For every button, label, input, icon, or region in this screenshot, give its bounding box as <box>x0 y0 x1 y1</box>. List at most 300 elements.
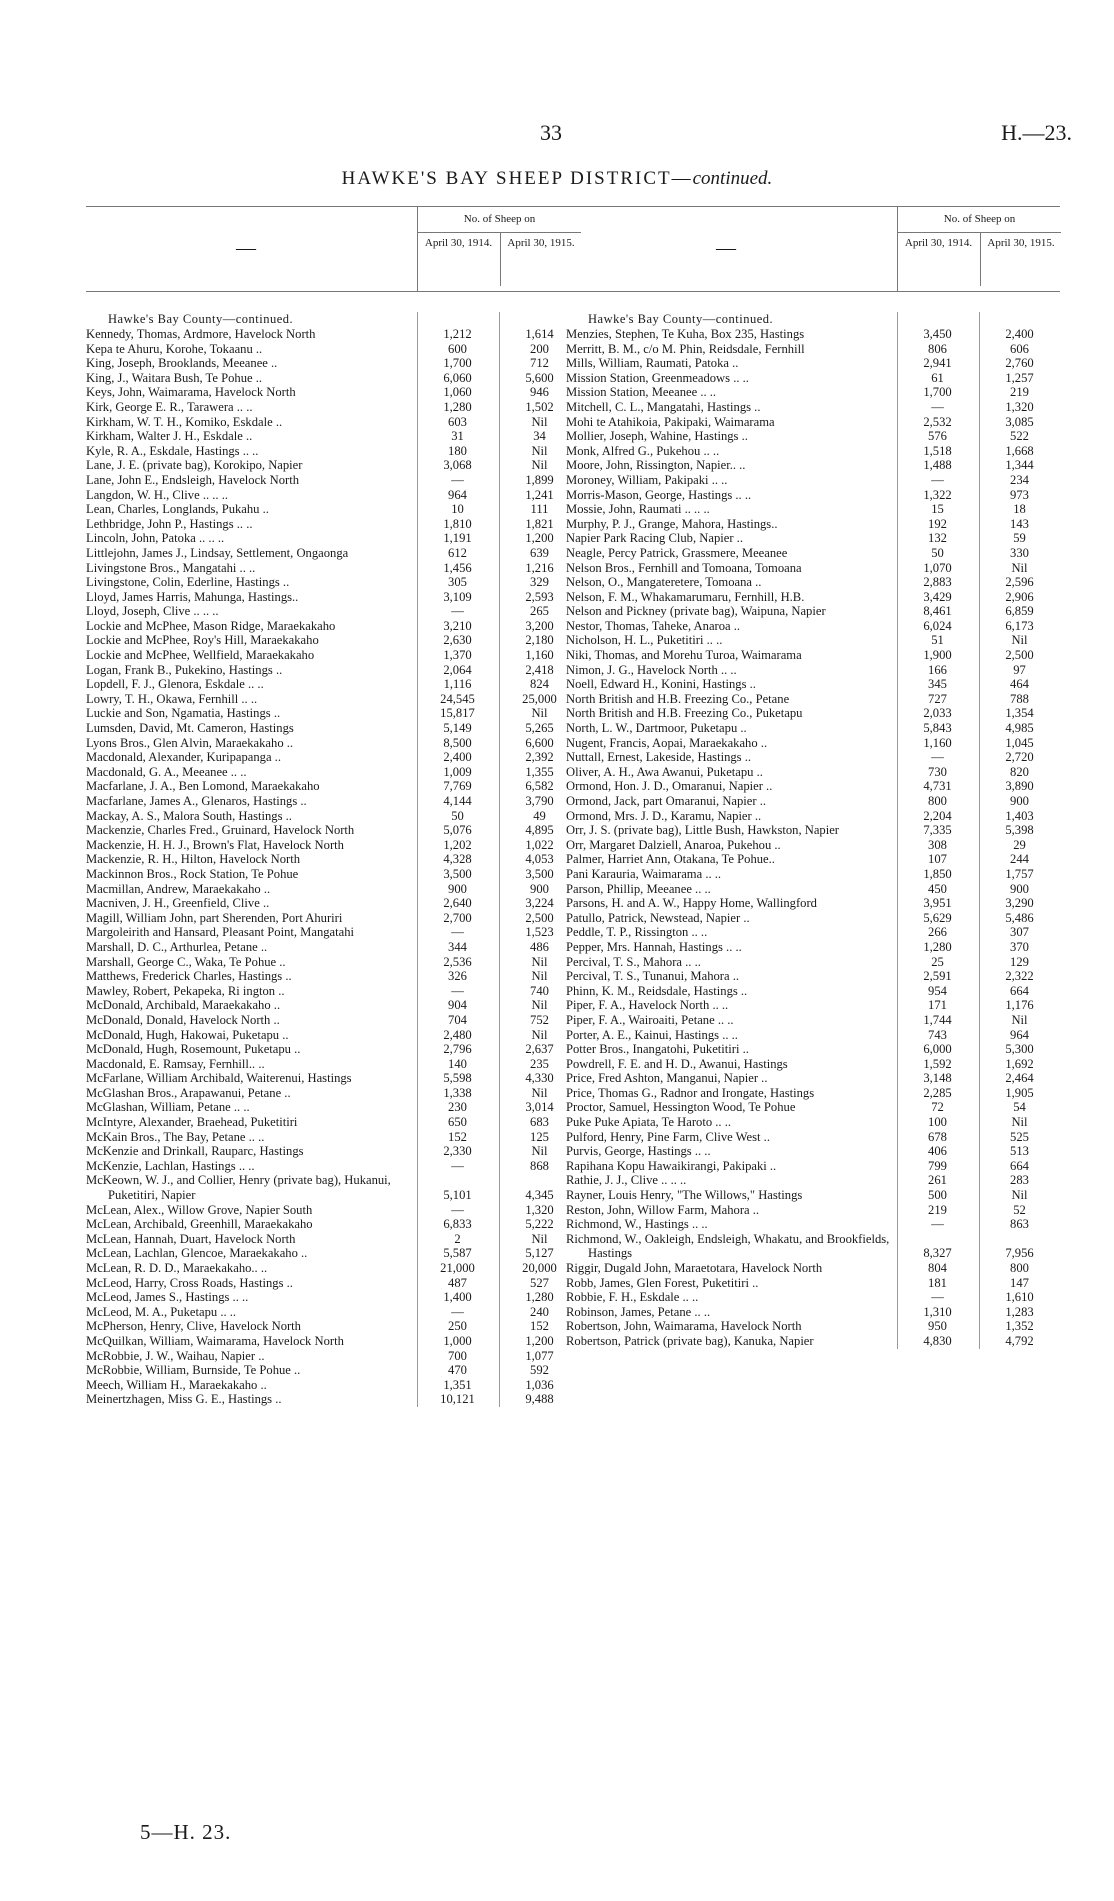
table-row <box>86 531 580 546</box>
owner-name: Percival, T. S., Tunanui, Mahora .. <box>566 969 740 984</box>
sheep-1914: 308 <box>928 837 947 852</box>
sheep-1915: 1,160 <box>525 648 554 663</box>
sheep-1915: 3,085 <box>1005 414 1034 429</box>
sheep-1915: 964 <box>1010 1027 1029 1042</box>
owner-name: Robertson, Patrick (private bag), Kanuka, Napier <box>566 1333 814 1348</box>
sheep-1914: 4,830 <box>923 1333 952 1348</box>
table-row <box>86 779 580 794</box>
owner-name: Nelson Bros., Fernhill and Tomoana, Tomoana <box>566 560 802 575</box>
owner-name: Keys, John, Waimarama, Havelock North <box>86 385 296 400</box>
table-row <box>86 882 580 897</box>
sheep-1914: 2,883 <box>923 575 952 590</box>
table-row <box>566 1232 1060 1261</box>
sheep-1914: 140 <box>448 1056 467 1071</box>
owner-name: Piper, F. A., Havelock North .. .. <box>566 998 729 1013</box>
table-row <box>86 1071 580 1086</box>
table-row <box>86 1203 580 1218</box>
table-row <box>566 415 1060 430</box>
table-row <box>86 692 580 707</box>
owner-name: Lopdell, F. J., Glenora, Eskdale .. .. <box>86 677 264 692</box>
sheep-1914: 180 <box>448 443 467 458</box>
sheep-1914: 1,338 <box>443 1085 472 1100</box>
table-row <box>566 1130 1060 1145</box>
sheep-1914: 261 <box>928 1173 947 1188</box>
sheep-1915: 152 <box>530 1319 549 1334</box>
table-body <box>86 312 580 1407</box>
owner-name: Reston, John, Willow Farm, Mahora .. <box>566 1202 760 1217</box>
sheep-1914: 730 <box>928 764 947 779</box>
sheep-1915: 2,392 <box>525 750 554 765</box>
owner-name: Livingstone Bros., Mangatahi .. .. <box>86 560 256 575</box>
sheep-1915: 3,790 <box>525 794 554 808</box>
owner-name: Murphy, P. J., Grange, Mahora, Hastings.. <box>566 516 778 531</box>
sheep-1915: 9,488 <box>525 1392 554 1407</box>
table-row <box>86 940 580 955</box>
sheep-1915: 973 <box>1010 487 1029 502</box>
sheep-1915: 863 <box>1010 1217 1029 1232</box>
table-row <box>566 925 1060 940</box>
table-row <box>86 1246 580 1261</box>
table-row <box>86 415 580 430</box>
owner-name: Lockie and McPhee, Roy's Hill, Maraekakaho <box>86 633 319 648</box>
sheep-1914: 3,951 <box>923 896 952 911</box>
table-row <box>566 677 1060 692</box>
sheep-1915: 1,344 <box>1005 458 1034 473</box>
sheep-1914: 50 <box>451 808 464 823</box>
owner-name: McDonald, Donald, Havelock North .. <box>86 1012 280 1027</box>
sheep-1914: 2,591 <box>923 969 952 984</box>
sheep-1914: 5,587 <box>443 1246 472 1261</box>
owner-name: Macniven, J. H., Greenfield, Clive .. <box>86 896 270 911</box>
sheep-1914: 1,212 <box>443 327 472 341</box>
table-row <box>86 721 580 736</box>
owner-name: Lincoln, John, Patoka .. .. .. <box>86 531 225 546</box>
sheep-1915: 244 <box>1010 852 1029 867</box>
table-row <box>566 721 1060 736</box>
sheep-1915: Nil <box>531 458 548 473</box>
table-row <box>566 1173 1060 1188</box>
owner-name: Meinertzhagen, Miss G. E., Hastings .. <box>86 1392 282 1407</box>
sheep-1915: 3,014 <box>525 1100 554 1115</box>
sheep-1915: Nil <box>531 706 548 721</box>
owner-name: Mossie, John, Raumati .. .. .. <box>566 502 710 517</box>
table-row <box>86 823 580 838</box>
sheep-1914: 4,731 <box>923 779 952 794</box>
sheep-1915: 200 <box>530 341 549 356</box>
title-main: HAWKE'S BAY SHEEP DISTRICT— <box>341 168 693 189</box>
sheep-1915: 29 <box>1013 837 1026 852</box>
col-1914-header: April 30, 1914. <box>904 237 973 249</box>
sheep-1914: 1,116 <box>443 677 472 692</box>
sheep-1914: 1,351 <box>443 1377 472 1392</box>
sheep-1914: 1,488 <box>923 458 952 473</box>
sheep-1915: 900 <box>1010 794 1029 808</box>
table-row <box>86 1173 580 1202</box>
page-number: 33 <box>540 120 562 145</box>
sheep-1915: 1,821 <box>525 516 554 531</box>
table-row <box>86 1363 580 1378</box>
owner-name: Rathie, J. J., Clive .. .. .. <box>566 1173 687 1188</box>
sheep-1915: 606 <box>1010 341 1029 356</box>
sheep-1914: 31 <box>451 429 464 444</box>
sheep-1915: 664 <box>1010 983 1029 998</box>
owner-name: Robbie, F. H., Eskdale .. .. <box>566 1290 699 1305</box>
owner-name: Price, Thomas G., Radnor and Irongate, Hastings <box>566 1085 815 1100</box>
owner-name: Mackinnon Bros., Rock Station, Te Pohue <box>86 866 299 881</box>
sheep-1914: 3,450 <box>923 327 952 341</box>
sheep-1914: 2,700 <box>443 910 472 925</box>
sheep-1915: 464 <box>1010 677 1029 692</box>
owner-name: Ormond, Jack, part Omaranui, Napier .. <box>566 794 767 808</box>
table-row <box>86 648 580 663</box>
sheep-1915: 5,127 <box>525 1246 554 1261</box>
table-row <box>86 1028 580 1043</box>
sheep-1915: 2,500 <box>525 910 554 925</box>
table-row <box>566 838 1060 853</box>
sheep-1915: 1,216 <box>525 560 554 575</box>
owner-name: McLean, Alex., Willow Grove, Napier South <box>86 1202 313 1217</box>
sheep-1914: 10,121 <box>440 1392 475 1407</box>
sheep-1915: Nil <box>531 1027 548 1042</box>
table-row <box>86 984 580 999</box>
sheep-1914: 107 <box>928 852 947 867</box>
owner-name: Nelson, F. M., Whakamarumaru, Fernhill, H.B. <box>566 589 805 604</box>
owner-name: Mohi te Atahikoia, Pakipaki, Waimarama <box>566 414 775 429</box>
table-row <box>566 1159 1060 1174</box>
sheep-1914: 2,532 <box>923 414 952 429</box>
owner-name: Robertson, John, Waimarama, Havelock North <box>566 1319 802 1334</box>
table-row <box>86 575 580 590</box>
owner-name: Nugent, Francis, Aopai, Maraekakaho .. <box>566 735 768 750</box>
owner-name: McLeod, M. A., Puketapu .. .. <box>86 1304 237 1319</box>
table-row <box>566 867 1060 882</box>
document-code: H.—23. <box>1001 120 1072 145</box>
sheep-1915: 740 <box>530 983 549 998</box>
sheep-1914: 1,850 <box>923 866 952 881</box>
sheep-1914: 51 <box>931 633 944 648</box>
sheep-1914: 250 <box>448 1319 467 1334</box>
sheep-1915: 1,523 <box>525 925 554 940</box>
owner-name: Macdonald, G. A., Meeanee .. .. <box>86 764 247 779</box>
owner-name: Mitchell, C. L., Mangatahi, Hastings .. <box>566 399 761 414</box>
owner-name: Matthews, Frederick Charles, Hastings .. <box>86 969 292 984</box>
table-row <box>86 794 580 809</box>
sheep-1915: 486 <box>530 939 549 954</box>
owner-name: Lean, Charles, Longlands, Pukahu .. <box>86 502 269 517</box>
sheep-1915: 800 <box>1010 1261 1029 1275</box>
owner-name: McQuilkan, William, Waimarama, Havelock North <box>86 1333 344 1348</box>
sheep-1915: 240 <box>530 1304 549 1319</box>
sheep-1914: 612 <box>448 545 467 560</box>
owner-name: Mackenzie, H. H. J., Brown's Flat, Havelock North <box>86 837 344 852</box>
table-row <box>566 561 1060 576</box>
table-row <box>566 1217 1060 1232</box>
sheep-1915: 2,400 <box>1005 327 1034 341</box>
sheep-1914: 470 <box>448 1363 467 1378</box>
sheep-1914: 8,327 <box>923 1246 952 1261</box>
owner-name: North British and H.B. Freezing Co., Puketapu <box>566 706 803 721</box>
owner-name: Moroney, William, Pakipaki .. .. <box>566 472 728 487</box>
table-row <box>86 473 580 488</box>
right-column-table <box>566 206 1060 1349</box>
owner-name: Kirkham, Walter J. H., Eskdale .. <box>86 429 253 444</box>
sheep-1915: 7,956 <box>1005 1246 1034 1261</box>
table-row <box>566 1042 1060 1057</box>
sheep-1915: 5,300 <box>1005 1042 1034 1057</box>
sheep-1914: 6,060 <box>443 370 472 385</box>
table-row <box>566 648 1060 663</box>
sheep-1915: Nil <box>1011 1012 1028 1027</box>
table-row <box>566 385 1060 400</box>
sheep-1914: 700 <box>448 1348 467 1363</box>
sheep-1914: 8,461 <box>923 604 952 619</box>
table-row <box>566 1305 1060 1320</box>
table-row <box>86 955 580 970</box>
sheep-1914: — <box>451 472 464 487</box>
sheep-1914: 7,335 <box>923 823 952 838</box>
table-row <box>86 896 580 911</box>
table-row <box>86 400 580 415</box>
sheep-1915: 49 <box>533 808 546 823</box>
owner-name: Palmer, Harriet Ann, Otakana, Te Pohue.. <box>566 852 775 867</box>
sheep-1915: 1,241 <box>525 487 554 502</box>
table-row <box>86 1392 580 1407</box>
table-row <box>566 809 1060 824</box>
sheep-1914: 166 <box>928 662 947 677</box>
sheep-1914: 24,545 <box>440 691 475 706</box>
sheep-1914: 1,280 <box>443 399 472 414</box>
owner-name: Pani Karauria, Waimarama .. .. <box>566 866 722 881</box>
table-row <box>566 356 1060 371</box>
sheep-1914: 2,640 <box>443 896 472 911</box>
sheep-1914: 5,101 <box>443 1188 472 1203</box>
table-row <box>566 488 1060 503</box>
sheep-1915: Nil <box>1011 1188 1028 1203</box>
sheep-1915: 1,320 <box>525 1202 554 1217</box>
sheep-1914: 2,536 <box>443 954 472 969</box>
section-heading: Hawke's Bay County—continued. <box>108 312 294 326</box>
sheep-1915: 265 <box>530 604 549 619</box>
sheep-1915: 664 <box>1010 1158 1029 1173</box>
owner-name: Morris-Mason, George, Hastings .. .. <box>566 487 752 502</box>
sheep-1914: 171 <box>928 998 947 1013</box>
table-row <box>566 473 1060 488</box>
sheep-1915: 868 <box>530 1158 549 1173</box>
table-row <box>86 1290 580 1305</box>
sheep-1915: 2,596 <box>1005 575 1034 590</box>
owner-name: McDonald, Hugh, Hakowai, Puketapu .. <box>86 1027 289 1042</box>
sheep-1915: 4,345 <box>525 1188 554 1203</box>
table-row <box>566 444 1060 459</box>
sheep-1915: Nil <box>531 1231 548 1246</box>
owner-name: Nelson, O., Mangateretere, Tomoana .. <box>566 575 762 590</box>
sheep-1914: 1,700 <box>443 356 472 371</box>
owner-name: McPherson, Henry, Clive, Havelock North <box>86 1319 301 1334</box>
table-row <box>86 1115 580 1130</box>
header-dash: — <box>716 237 736 259</box>
sheep-1914: 21,000 <box>440 1261 475 1275</box>
owner-name: Nuttall, Ernest, Lakeside, Hastings .. <box>566 750 752 765</box>
sheep-1914: 2,033 <box>923 706 952 721</box>
table-row <box>86 546 580 561</box>
table-row <box>86 838 580 853</box>
owner-name: King, J., Waitara Bush, Te Pohue .. <box>86 370 263 385</box>
owner-name: Richmond, W., Oakleigh, Endsleigh, Whakatu, and Brookfields, Hastings <box>566 1231 890 1261</box>
sheep-1915: 1,045 <box>1005 735 1034 750</box>
owner-name: Nestor, Thomas, Taheke, Anaroa .. <box>566 618 741 633</box>
title-italic: continued. <box>692 168 773 189</box>
owner-name: Parson, Phillip, Meeanee .. .. <box>566 881 711 896</box>
owner-name: Phinn, K. M., Reidsdale, Hastings .. <box>566 983 748 998</box>
owner-name: North British and H.B. Freezing Co., Petane <box>566 691 790 706</box>
table-row <box>86 1057 580 1072</box>
table-row <box>566 706 1060 721</box>
table-row <box>566 984 1060 999</box>
table-row <box>566 546 1060 561</box>
sheep-1914: 727 <box>928 691 947 706</box>
sheep-1914: 6,024 <box>923 618 952 633</box>
sheep-1914: 219 <box>928 1202 947 1217</box>
table-row <box>566 604 1060 619</box>
header-dash: — <box>236 237 256 259</box>
sheep-1915: 1,610 <box>1005 1290 1034 1305</box>
sheep-1915: 2,418 <box>525 662 554 677</box>
sheep-1915: 6,859 <box>1005 604 1034 619</box>
table-row <box>566 896 1060 911</box>
owner-name: King, Joseph, Brooklands, Meeanee .. <box>86 356 278 371</box>
owner-name: Patullo, Patrick, Newstead, Napier .. <box>566 910 750 925</box>
sheep-1914: 3,500 <box>443 866 472 881</box>
table-row <box>86 633 580 648</box>
table-row <box>86 1144 580 1159</box>
owner-name: Mission Station, Meeanee .. .. <box>566 385 717 400</box>
sheep-1915: 6,582 <box>525 779 554 794</box>
sheep-1915: 18 <box>1013 502 1026 517</box>
owner-name: McLean, R. D. D., Maraekakaho.. .. <box>86 1261 268 1275</box>
sheep-1915: Nil <box>1011 1115 1028 1130</box>
sheep-1914: 72 <box>931 1100 944 1115</box>
owner-name: Nimon, J. G., Havelock North .. .. <box>566 662 737 677</box>
left-column-table <box>86 206 580 1407</box>
table-row <box>566 823 1060 838</box>
sheep-1915: 522 <box>1010 429 1029 444</box>
owner-name: McLean, Lachlan, Glencoe, Maraekakaho .. <box>86 1246 308 1261</box>
table-row <box>566 998 1060 1013</box>
sheep-1914: 450 <box>928 881 947 896</box>
sheep-1914: 3,429 <box>923 589 952 604</box>
sheep-1914: 61 <box>931 370 944 385</box>
sheep-1914: — <box>931 750 944 765</box>
sheep-1915: 1,354 <box>1005 706 1034 721</box>
sheep-1914: 50 <box>931 545 944 560</box>
owner-name: Porter, A. E., Kainui, Hastings .. .. <box>566 1027 738 1042</box>
table-row <box>566 1086 1060 1101</box>
sheep-1914: 2,630 <box>443 633 472 648</box>
sheep-1914: 5,149 <box>443 721 472 736</box>
owner-name: McDonald, Archibald, Maraekakaho .. <box>86 998 281 1013</box>
owner-name: Macdonald, Alexander, Kuripapanga .. <box>86 750 281 765</box>
table-row <box>86 429 580 444</box>
table-row <box>566 1276 1060 1291</box>
sheep-1915: 147 <box>1010 1275 1029 1290</box>
owner-name: Percival, T. S., Mahora .. .. <box>566 954 701 969</box>
sheep-1914: 25 <box>931 954 944 969</box>
table-row <box>86 1305 580 1320</box>
sheep-1915: 1,352 <box>1005 1319 1034 1334</box>
owner-name: Macdonald, E. Ramsay, Fernhill.. .. <box>86 1056 265 1071</box>
table-row <box>566 575 1060 590</box>
table-row <box>566 911 1060 926</box>
owner-name: Mackay, A. S., Malora South, Hastings .. <box>86 808 292 823</box>
table-row <box>86 1159 580 1174</box>
table-row <box>566 1115 1060 1130</box>
sheep-1915: 5,486 <box>1005 910 1034 925</box>
table-row <box>86 925 580 940</box>
sheep-1914: 500 <box>928 1188 947 1203</box>
owner-name: Parsons, H. and A. W., Happy Home, Wallingford <box>566 896 817 911</box>
sheep-1914: 800 <box>928 794 947 808</box>
table-row <box>566 794 1060 809</box>
sheep-1914: 1,191 <box>443 531 472 546</box>
sheep-1914: 1,744 <box>923 1012 952 1027</box>
owner-name: Riggir, Dugald John, Maraetotara, Havelock North <box>566 1261 823 1275</box>
sheep-1914: 344 <box>448 939 467 954</box>
table-row <box>566 955 1060 970</box>
table-row <box>86 517 580 532</box>
sheep-1914: 904 <box>448 998 467 1013</box>
owner-name: Kyle, R. A., Eskdale, Hastings .. .. <box>86 443 259 458</box>
sheep-1915: 235 <box>530 1056 549 1071</box>
table-row <box>566 1290 1060 1305</box>
table-row <box>86 911 580 926</box>
table-row <box>566 1071 1060 1086</box>
sheep-1915: 900 <box>530 881 549 896</box>
sheep-1915: Nil <box>531 998 548 1013</box>
table-row <box>86 458 580 473</box>
sheep-1915: 1,692 <box>1005 1056 1034 1071</box>
owner-name: McLean, Archibald, Greenhill, Maraekakaho <box>86 1217 313 1232</box>
sheep-1914: 4,328 <box>443 852 472 867</box>
owner-name: Langdon, W. H., Clive .. .. .. <box>86 487 229 502</box>
table-row <box>86 561 580 576</box>
sheep-1915: 1,668 <box>1005 443 1034 458</box>
sheep-1914: 406 <box>928 1144 947 1159</box>
sheep-1914: 3,148 <box>923 1071 952 1086</box>
table-row <box>86 706 580 721</box>
sheep-1915: 527 <box>530 1275 549 1290</box>
sheep-1915: 34 <box>533 429 546 444</box>
sheep-1915: 283 <box>1010 1173 1029 1188</box>
owner-name: McKenzie, Lachlan, Hastings .. .. <box>86 1158 255 1173</box>
owner-name: Purvis, George, Hastings .. .. <box>566 1144 711 1159</box>
owner-name: Lane, J. E. (private bag), Korokipo, Napier <box>86 458 303 473</box>
owner-name: McRobbie, William, Burnside, Te Pohue .. <box>86 1363 301 1378</box>
table-row <box>566 590 1060 605</box>
sheep-1914: 2,204 <box>923 808 952 823</box>
sheep-1914: — <box>451 1158 464 1173</box>
table-row <box>566 1028 1060 1043</box>
owner-name: Livingstone, Colin, Ederline, Hastings .. <box>86 575 290 590</box>
owner-name: Marshall, George C., Waka, Te Pohue .. <box>86 954 286 969</box>
sheep-1915: 59 <box>1013 531 1026 546</box>
owner-name: Proctor, Samuel, Hessington Wood, Te Pohue <box>566 1100 796 1115</box>
sheep-1915: Nil <box>531 1144 548 1159</box>
owner-name: Puke Puke Apiata, Te Haroto .. .. <box>566 1115 732 1130</box>
sheep-1914: 1,310 <box>923 1304 952 1319</box>
sheep-1914: 2 <box>454 1231 461 1246</box>
owner-name: Kirk, George E. R., Tarawera .. .. <box>86 399 253 414</box>
sheep-1914: 1,000 <box>443 1333 472 1348</box>
